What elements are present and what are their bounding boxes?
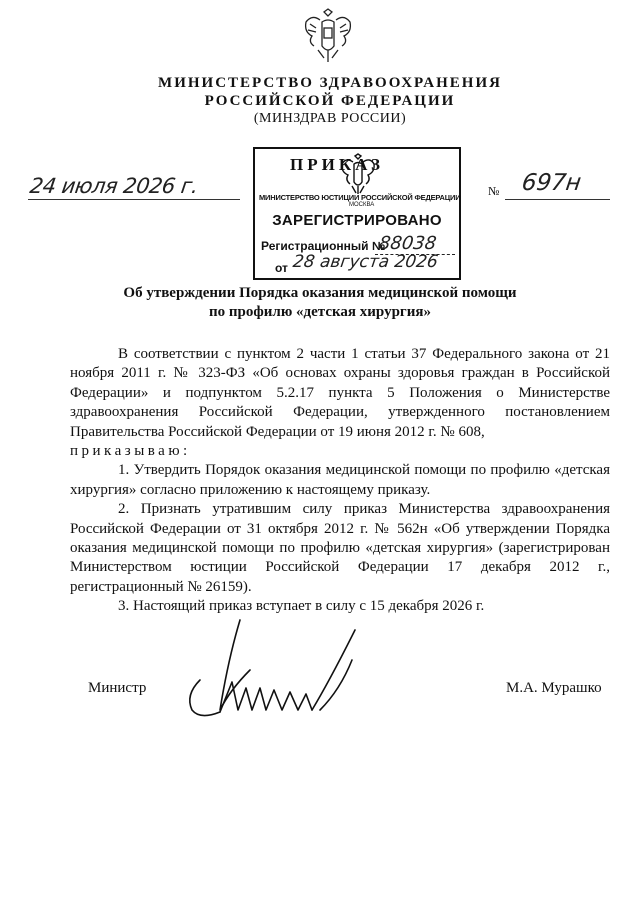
- ministry-line-2: РОССИЙСКОЙ ФЕДЕРАЦИИ: [204, 93, 456, 109]
- title-line-2: по профилю «детская хирургия»: [209, 304, 431, 320]
- document-title: [60, 284, 580, 322]
- item-3: 3. Настоящий приказ вступает в силу с 15 декабря 2026 г.: [118, 598, 485, 615]
- stamp-city: МОСКВА: [349, 202, 375, 208]
- signatory-name: М.А. Мурашко: [506, 680, 602, 696]
- ministry-abbreviation: (МИНЗДРАВ РОССИИ): [253, 111, 407, 126]
- date-underline: [28, 199, 240, 200]
- registration-stamp: [253, 147, 461, 280]
- ministry-header: [120, 74, 540, 128]
- ministry-line-1: МИНИСТЕРСТВО ЗДРАВООХРАНЕНИЯ: [158, 75, 502, 91]
- handwritten-signature: [180, 610, 380, 735]
- stamp-eagle-icon: [339, 153, 377, 195]
- coat-of-arms-emblem: [298, 6, 358, 66]
- stamp-reg-number-label: Регистрационный №: [261, 239, 386, 253]
- order-number-handwritten: 697н: [520, 170, 583, 196]
- stamp-date-label: от: [275, 261, 288, 275]
- document-body: [70, 345, 610, 617]
- signatory-role: Министр: [88, 680, 147, 696]
- preamble-paragraph: В соответствии с пунктом 2 части 1 статьи 37 Федерального закона от 21 ноября 2011 г. № 323-ФЗ «Об основах охраны здоровья граждан в Российской Федерации» и подпунктом 5.2.17 пункта 5 Положения о Министерстве здравоохранения Российской Федерации, утвержденного постановлением Правительства Российской Федерации от 19 июня 2012 г. № 608,: [70, 346, 610, 440]
- item-1: 1. Утвердить Порядок оказания медицинской помощи по профилю «детская хирургия» согласно приложению к настоящему приказу.: [70, 462, 610, 498]
- order-word: приказываю:: [70, 443, 191, 460]
- title-line-1: Об утверждении Порядка оказания медицинской помощи: [123, 285, 517, 301]
- number-underline: [505, 199, 610, 200]
- stamp-reg-date: 28 августа 2026: [291, 252, 440, 272]
- item-2: 2. Признать утратившим силу приказ Министерства здравоохранения Российской Федерации от 31 октября 2012 г. № 562н «Об утверждении Порядка оказания медицинской помощи по профилю «детская хирургия» (зарегистрирован Министерством юстиции Российской Федерации 17 декабря 2012 г., регистрационный № 26159).: [70, 501, 610, 595]
- order-date-handwritten: 24 июля 2026 г.: [28, 174, 200, 198]
- stamp-reg-number: 88038: [377, 233, 438, 254]
- stamp-ministry-of-justice: МИНИСТЕРСТВО ЮСТИЦИИ РОССИЙСКОЙ ФЕДЕРАЦИИ: [259, 193, 461, 202]
- number-sign: №: [488, 184, 500, 198]
- stamp-registered: ЗАРЕГИСТРИРОВАНО: [272, 212, 442, 229]
- stamp-title: ПРИКАЗ: [290, 155, 384, 174]
